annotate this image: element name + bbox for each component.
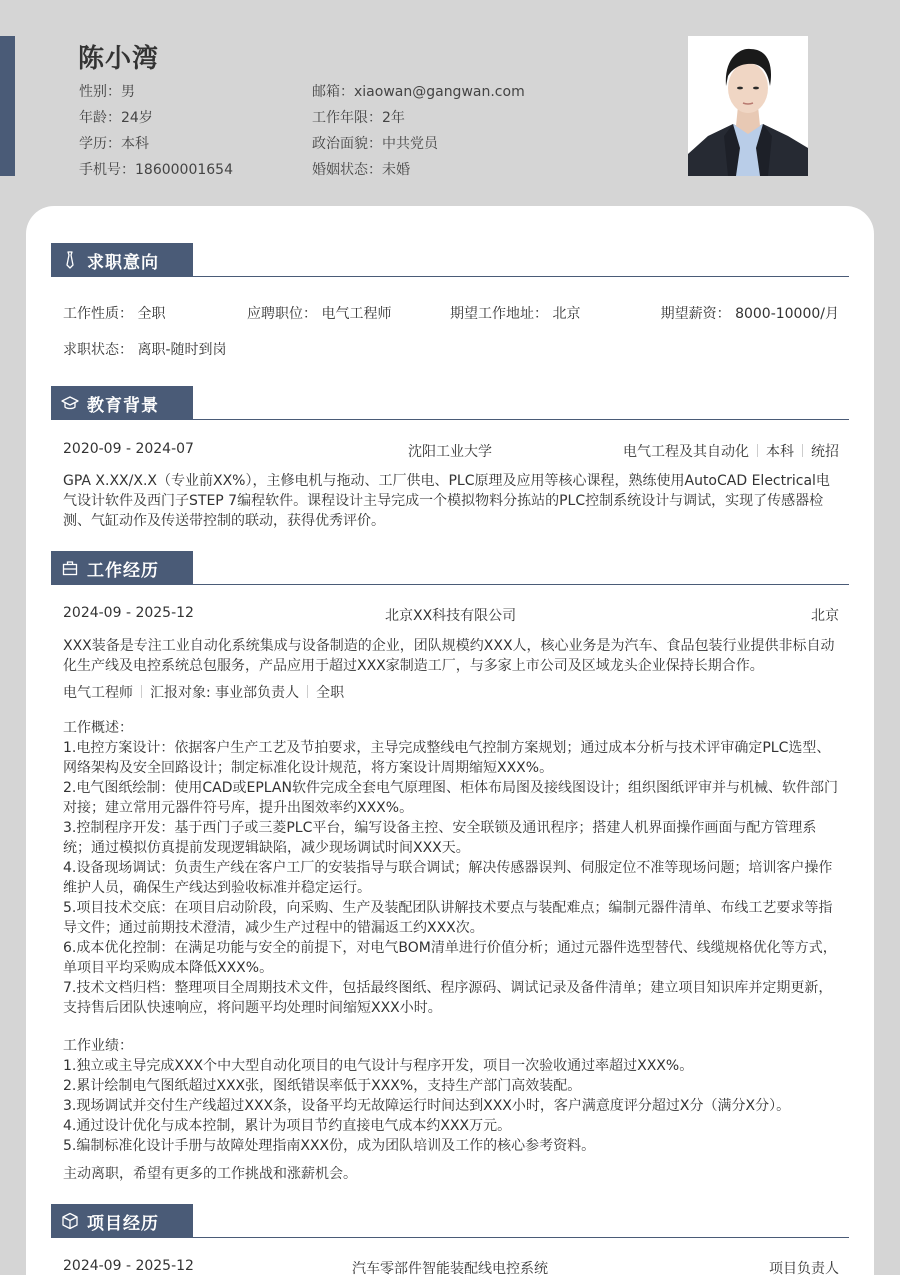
project-period: 2024-09 - 2025-12 <box>63 1258 194 1274</box>
work-company: 北京XX科技有限公司 <box>385 608 517 624</box>
section-project-tab: 项目经历 <box>51 1204 193 1238</box>
work-period: 2024-09 - 2025-12 <box>63 605 194 621</box>
divider <box>307 685 308 698</box>
project-entry-header <box>63 1258 839 1275</box>
intent-status: 求职状态： 离职-随时到岗 <box>63 342 227 358</box>
candidate-name: 陈小湾 <box>78 44 160 74</box>
cube-icon <box>61 1212 79 1230</box>
intent-position: 应聘职位： 电气工程师 <box>247 306 392 322</box>
info-phone: 手机号：18600001654 <box>79 162 233 178</box>
section-education-tab: 教育背景 <box>51 386 193 420</box>
section-intent-header <box>51 243 849 277</box>
divider <box>141 685 142 698</box>
divider <box>802 444 803 457</box>
section-project-header <box>51 1204 849 1238</box>
intent-location: 期望工作地址： 北京 <box>450 306 581 322</box>
basic-info-left <box>79 81 233 185</box>
intent-salary: 期望薪资： 8000-10000/月 <box>660 306 839 322</box>
info-email: 邮箱：xiaowan@gangwan.com <box>312 84 525 100</box>
education-period: 2020-09 - 2024-07 <box>63 441 194 457</box>
project-role: 项目负责人 <box>769 1261 839 1275</box>
graduation-cap-icon <box>61 394 79 412</box>
profile-photo <box>688 36 808 176</box>
info-age: 年龄：24岁 <box>79 110 153 126</box>
info-political-status: 政治面貌：中共党员 <box>312 136 438 152</box>
education-description: GPA X.XX/X.X（专业前XX%），主修电机与拖动、工厂供电、PLC原理及应用等核心课程，熟练使用AutoCAD Electrical电 气设计软件及西门子STEP 7编程软件。课程设计主导完成一个模拟物料分拣站的PLC控制系统设计与调试，实现了传感器检 测、气缸动作及传送带控制的联动，获得优秀评价。 <box>63 473 830 529</box>
education-school: 沈阳工业大学 <box>408 444 492 460</box>
intent-row-2 <box>63 339 839 359</box>
accent-bar <box>0 36 15 176</box>
info-education: 学历：本科 <box>79 136 149 152</box>
company-intro: XXX装备是专注工业自动化系统集成与设备制造的企业，团队规模约XXX人，核心业务是为汽车、食品包装行业提供非标自动 化生产线及电控系统总包服务，产品应用于超过XXX家制造工厂，与多家上市公司及区域龙头企业保持长期合作。 <box>63 638 835 674</box>
work-location: 北京 <box>811 608 839 624</box>
work-entry-header <box>63 605 839 625</box>
education-entry-header <box>63 441 839 461</box>
basic-info-right <box>312 81 525 185</box>
intent-job-type: 工作性质： 全职 <box>63 306 166 322</box>
info-marital-status: 婚姻状态：未婚 <box>312 162 410 178</box>
intent-row-1 <box>63 303 839 323</box>
resume-body <box>26 206 874 1275</box>
section-education-header <box>51 386 849 420</box>
education-major-degree: 电气工程及其自动化 本科 统招 <box>623 444 839 460</box>
tie-icon <box>61 251 79 269</box>
section-intent-tab: 求职意向 <box>51 243 193 277</box>
portrait-icon <box>688 36 808 176</box>
project-name: 汽车零部件智能装配线电控系统 <box>352 1261 548 1275</box>
work-role-line: 电气工程师 汇报对象: 事业部负责人 全职 <box>63 685 345 701</box>
divider <box>757 444 758 457</box>
info-work-years: 工作年限：2年 <box>312 110 405 126</box>
resume-header <box>0 0 900 206</box>
work-summary: 工作概述： 1.电控方案设计：依据客户生产工艺及节拍要求，主导完成整线电气控制方案规划；通过成本分析与技术评审确定PLC选型、 网络架构及安全回路设计；制定标准化设计规范，将方案设计周期缩短XXX%。 2.电气图纸绘制：使用CAD或EPLAN软件完成全套电气原理图、柜体布局图及接线图设计；组织图纸评审并与机械、软件部门 对接；建立常用元器件符号库，提升出图效率约XXX%。 3.控制程序开发：基于西门子或三菱PLC平台，编写设备主控、安全联锁及通讯程序；搭建人机界面操作画面与配方管理系 统；通过模拟仿真提前发现逻辑缺陷，减少现场调试时间XXX天。 4.设备现场调试：负责生产线在客户工厂的安装指导与联合调试；解决传感器误判、伺服定位不准等现场问题；培训客户操作 维护人员，确保生产线达到验收标准并稳定运行。 5.项目技术交底：在项目启动阶段，向采购、生产及装配团队讲解技术要点与装配难点；编制元器件清单、布线工艺要求等指 导文件；通过前期技术澄清，减少生产过程中的错漏返工约XXX次。 6.成本优化控制：在满足功能与安全的前提下，对电气BOM清单进行价值分析；通过元器件选型替代、线缆规格优化等方式， 单项目平均采购成本降低XXX%。 7.技术文档归档：整理项目全周期技术文件，包括最终图纸、程序源码、调试记录及备件清单；建立项目知识库并定期更新， 支持售后团队快速响应，将问题平均处理时间缩短XXX小时。 <box>63 720 838 1016</box>
briefcase-icon <box>61 559 79 577</box>
work-achievements: 工作业绩： 1.独立或主导完成XXX个中大型自动化项目的电气设计与程序开发，项目一次验收通过率超过XXX%。 2.累计绘制电气图纸超过XXX张，图纸错误率低于XXX%，支持生产部门高效装配。 3.现场调试并交付生产线超过XXX条，设备平均无故障运行时间达到XXX小时，客户满意度评分超过X分（满分X分）。 4.通过设计优化与成本控制，累计为项目节约直接电气成本约XXX万元。 5.编制标准化设计手册与故障处理指南XXX份，成为团队培训及工作的核心参考资料。 <box>63 1038 791 1154</box>
section-work-tab: 工作经历 <box>51 551 193 585</box>
section-work-header <box>51 551 849 585</box>
info-gender: 性别：男 <box>79 84 135 100</box>
leave-reason: 主动离职，希望有更多的工作挑战和涨薪机会。 <box>63 1166 357 1182</box>
